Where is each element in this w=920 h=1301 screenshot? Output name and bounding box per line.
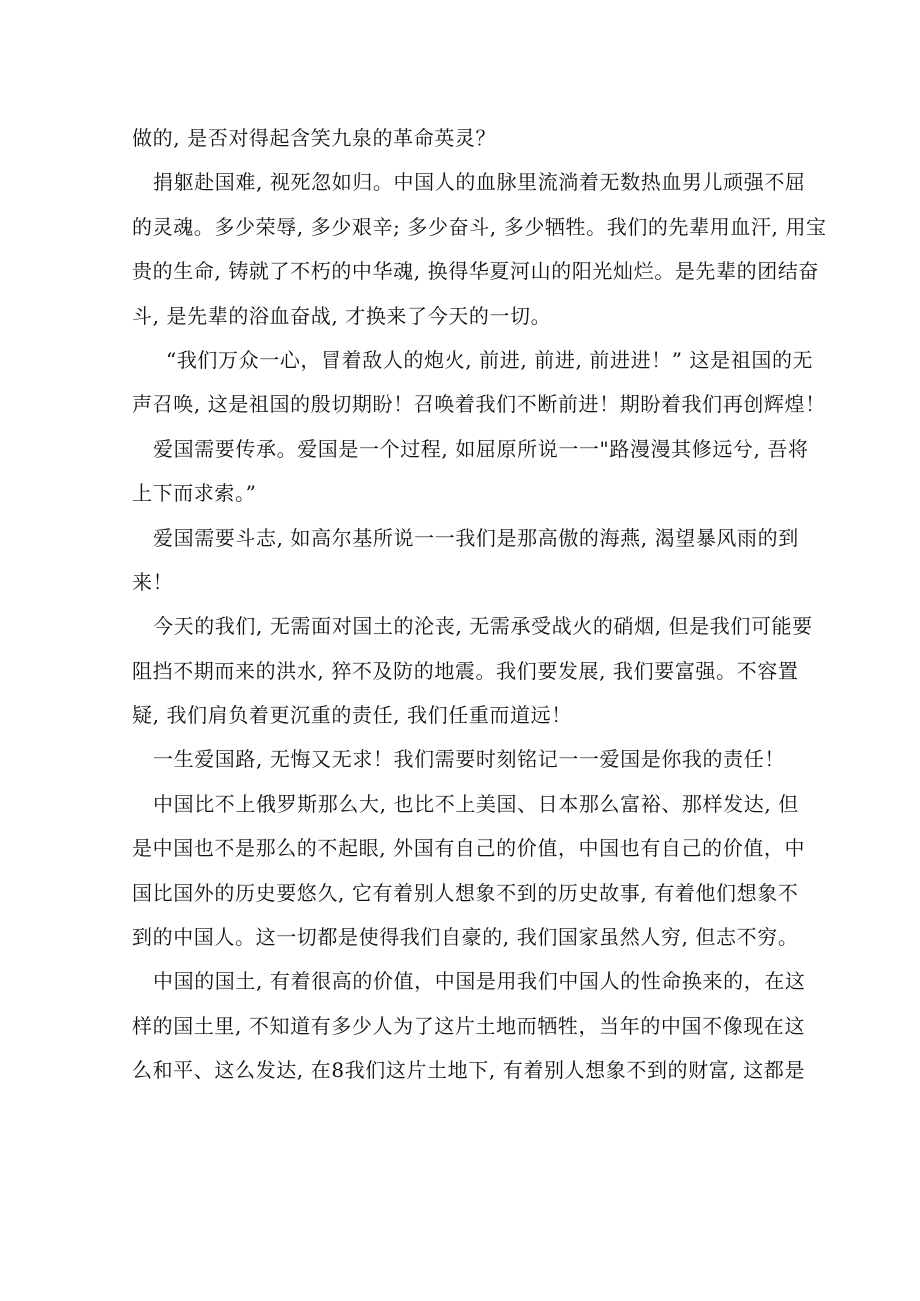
- text-line: 斗, 是先辈的浴血奋战, 才换来了今天的一切。: [132, 303, 552, 328]
- text-line: “我们万众一心，冒着敌人的炮火, 前进, 前进, 前进进！” 这是祖国的无: [166, 347, 814, 372]
- text-line: 捐躯赴国难, 视死忽如归。中国人的血脉里流淌着无数热血男儿顽强不屈: [153, 170, 806, 195]
- text-line: 到的中国人。这一切都是使得我们自豪的, 我们国家虽然人穷, 但志不穷。: [132, 925, 799, 950]
- text-line: 贵的生命, 铸就了不朽的中华魂, 换得华夏河山的阳光灿烂。是先辈的团结奋: [132, 259, 820, 284]
- text-line: 爱国需要传承。爱国是一个过程, 如屈原所说一一"路漫漫其修远兮, 吾将: [153, 436, 809, 461]
- body-text: [132, 116, 827, 1093]
- text-line: 爱国需要斗志, 如高尔基所说一一我们是那高傲的海燕, 渴望暴风雨的到: [153, 525, 799, 550]
- text-line: 么和平、这么发达, 在8我们这片土地下, 有着别人想象不到的财富, 这都是: [132, 1058, 806, 1083]
- text-line: 上下而求索。”: [132, 481, 257, 506]
- text-line: 是中国也不是那么的不起眼, 外国有自己的价值，中国也有自己的价值，中: [132, 836, 806, 861]
- text-line: 中国的国土, 有着很高的价值，中国是用我们中国人的性命换来的，在这: [153, 969, 806, 994]
- text-line: 样的国土里, 不知道有多少人为了这片土地而牺牲，当年的中国不像现在这: [132, 1013, 806, 1038]
- text-line: 做的, 是否对得起含笑九泉的革命英灵？: [132, 126, 497, 150]
- text-line: 疑, 我们肩负着更沉重的责任, 我们任重而道远！: [132, 703, 572, 728]
- text-line: 中国比不上俄罗斯那么大, 也比不上美国、日本那么富裕、那样发达, 但: [153, 791, 799, 816]
- text-line: 的灵魂。多少荣辱, 多少艰辛; 多少奋斗, 多少牺牲。我们的先辈用血汗, 用宝: [132, 214, 827, 239]
- text-line: 阻挡不期而来的洪水, 猝不及防的地震。我们要发展, 我们要富强。不容置: [132, 658, 799, 683]
- text-line: 国比国外的历史要悠久, 它有着别人想象不到的历史故事, 有着他们想象不: [132, 880, 799, 905]
- text-line: 来！: [132, 569, 174, 594]
- text-line: 声召唤, 这是祖国的殷切期盼！召唤着我们不断前进！期盼着我们再创辉煌！: [132, 392, 826, 417]
- text-line: 今天的我们, 无需面对国土的沦丧, 无需承受战火的硝烟, 但是我们可能要: [153, 614, 813, 639]
- text-line: 一生爱国路, 无悔又无求！我们需要时刻铭记一一爱国是你我的责任！: [153, 747, 785, 772]
